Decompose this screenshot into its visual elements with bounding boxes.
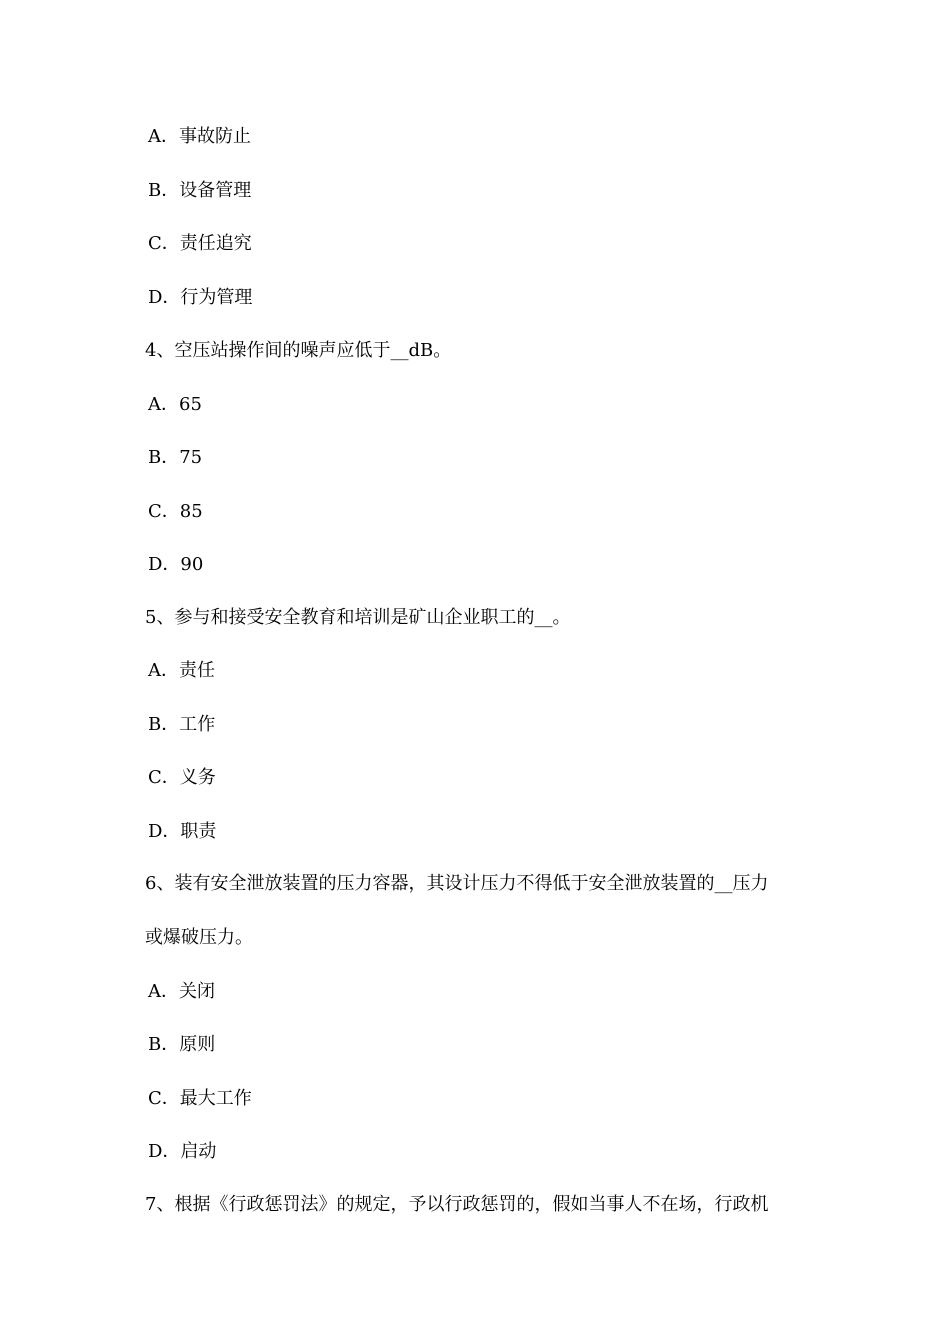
question-5: 5、参与和接受安全教育和培训是矿山企业职工的__。 xyxy=(145,607,571,628)
option-5c: C．义务 xyxy=(148,767,216,788)
option-6d: D．启动 xyxy=(148,1141,217,1162)
option-4b: B．75 xyxy=(148,447,203,468)
option-5a: A．责任 xyxy=(148,660,215,681)
option-4a: A．65 xyxy=(148,394,202,415)
option-6a: A．关闭 xyxy=(148,981,215,1002)
question-6-line1: 6、装有安全泄放装置的压力容器，其设计压力不得低于安全泄放装置的__压力 xyxy=(145,873,769,894)
option-3a: A．事故防止 xyxy=(148,126,251,147)
option-6b: B．原则 xyxy=(148,1034,216,1055)
question-7-line1: 7、根据《行政惩罚法》的规定，予以行政惩罚的，假如当事人不在场，行政机 xyxy=(145,1194,769,1215)
option-4c: C．85 xyxy=(148,501,203,522)
option-5b: B．工作 xyxy=(148,714,216,735)
question-4: 4、空压站操作间的噪声应低于__dB。 xyxy=(145,340,452,361)
question-6-line2: 或爆破压力。 xyxy=(145,927,253,948)
option-6c: C．最大工作 xyxy=(148,1088,252,1109)
option-4d: D．90 xyxy=(148,554,204,575)
option-3c: C．责任追究 xyxy=(148,233,252,254)
option-3b: B．设备管理 xyxy=(148,180,252,201)
option-3d: D．行为管理 xyxy=(148,287,253,308)
option-5d: D．职责 xyxy=(148,821,217,842)
